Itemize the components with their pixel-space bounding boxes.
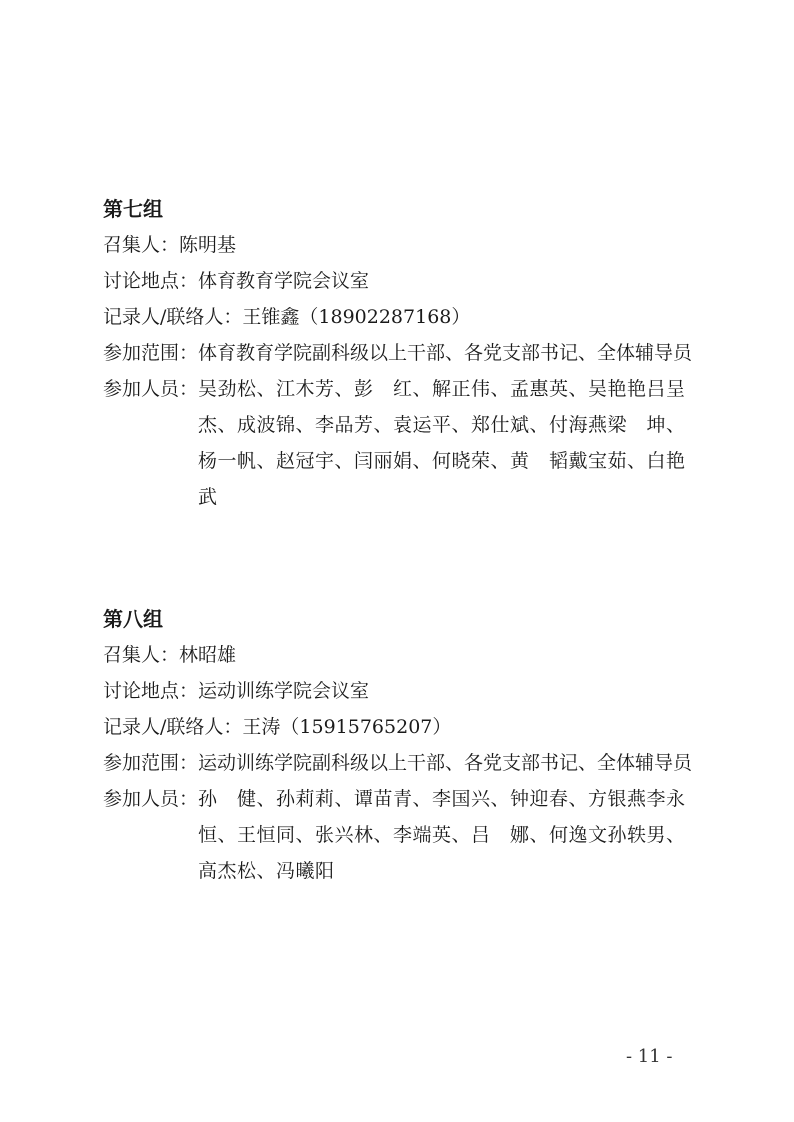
members-row <box>103 781 703 889</box>
contact-line: 记录人/联络人：王涛（15915765207） <box>103 716 452 738</box>
group-title: 第七组 <box>103 197 163 221</box>
convener-line: 召集人：陈明基 <box>103 234 237 256</box>
convener-line: 召集人：林昭雄 <box>103 644 237 666</box>
contact-line: 记录人/联络人：王锥鑫（18902287168） <box>103 306 471 328</box>
members-label: 参加人员： <box>103 378 199 400</box>
location-line: 讨论地点：运动训练学院会议室 <box>103 680 370 702</box>
members-row <box>103 371 703 515</box>
members-list: 孙 健、孙莉莉、谭苗青、李国兴、钟迎春、方银燕李永恒、王恒同、张兴林、李端英、吕 娜、何逸文孙轶男、高杰松、冯曦阳 <box>198 788 686 882</box>
scope-paragraph: 参加范围：运动训练学院副科级以上干部、各党支部书记、全体辅导员 <box>103 752 693 774</box>
group-eight-section <box>103 603 703 889</box>
members-label: 参加人员： <box>103 788 199 810</box>
page-number: - 11 - <box>626 1046 673 1067</box>
scope-paragraph: 参加范围：体育教育学院副科级以上干部、各党支部书记、全体辅导员 <box>103 342 693 364</box>
location-line: 讨论地点：体育教育学院会议室 <box>103 270 370 292</box>
group-seven-section <box>103 193 703 515</box>
group-title: 第八组 <box>103 607 163 631</box>
members-list: 吴劲松、江木芳、彭 红、解正伟、孟惠英、吴艳艳吕呈杰、成波锦、李品芳、袁运平、郑仕斌、付海燕梁 坤、杨一帆、赵冠宇、闫丽娟、何晓荣、黄 韬戴宝茹、白艳武 <box>198 378 686 508</box>
